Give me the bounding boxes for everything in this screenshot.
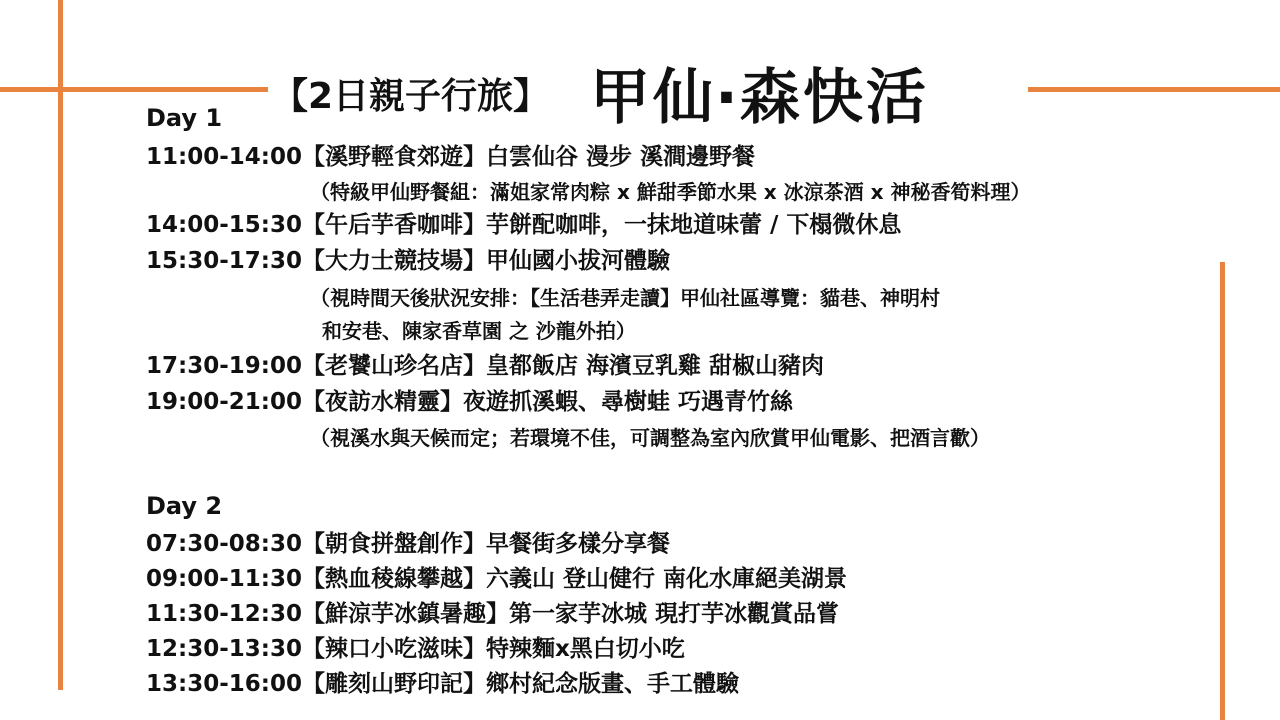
top-left-horizontal-line — [0, 87, 268, 92]
left-vertical-line — [58, 0, 63, 690]
day1-note-1: （特級甲仙野餐組：滿姐家常肉粽 x 鮮甜季節水果 x 冰涼茶酒 x 神秘香筍料理） — [310, 180, 1031, 204]
day1-row-3: 15:30-17:30【大力士競技場】甲仙國小拔河體驗 — [146, 248, 670, 274]
title-main: 甲仙‧森快活 — [590, 63, 929, 133]
day1-row-4: 17:30-19:00【老饕山珍名店】皇都飯店 海濱豆乳雞 甜椒山豬肉 — [146, 353, 824, 379]
page-title — [272, 52, 1020, 133]
title-prefix: 【2日親子行旅】 — [272, 76, 550, 117]
day1-row-2: 14:00-15:30【午后芋香咖啡】芋餅配咖啡，一抹地道味蕾 / 下榻微休息 — [146, 212, 902, 238]
day2-row-2: 09:00-11:30【熱血稜線攀越】六義山 登山健行 南化水庫絕美湖景 — [146, 566, 847, 592]
day1-note-4: （視溪水與天候而定；若環境不佳，可調整為室內欣賞甲仙電影、把酒言歡） — [310, 426, 990, 450]
day1-row-1: 11:00-14:00【溪野輕食郊遊】白雲仙谷 漫步 溪澗邊野餐 — [146, 144, 755, 170]
day1-row-5: 19:00-21:00【夜訪水精靈】夜遊抓溪蝦、尋樹蛙 巧遇青竹絲 — [146, 389, 793, 415]
day2-row-1: 07:30-08:30【朝食拼盤創作】早餐街多樣分享餐 — [146, 531, 670, 557]
top-right-horizontal-line — [1028, 87, 1280, 92]
day2-row-4: 12:30-13:30【辣口小吃滋味】特辣麵x黑白切小吃 — [146, 636, 685, 662]
day1-note-2: （視時間天後狀況安排：【生活巷弄走讀】甲仙社區導覽：貓巷、神明村 — [310, 286, 940, 310]
day1-note-3: 和安巷、陳家香草園 之 沙龍外拍） — [322, 319, 636, 343]
day1-heading: Day 1 — [146, 104, 223, 132]
right-vertical-line — [1220, 262, 1225, 720]
day2-heading: Day 2 — [146, 492, 223, 520]
day2-row-5: 13:30-16:00【雕刻山野印記】鄉村紀念版畫、手工體驗 — [146, 671, 739, 697]
day2-row-3: 11:30-12:30【鮮涼芋冰鎮暑趣】第一家芋冰城 現打芋冰觀賞品嘗 — [146, 601, 839, 627]
